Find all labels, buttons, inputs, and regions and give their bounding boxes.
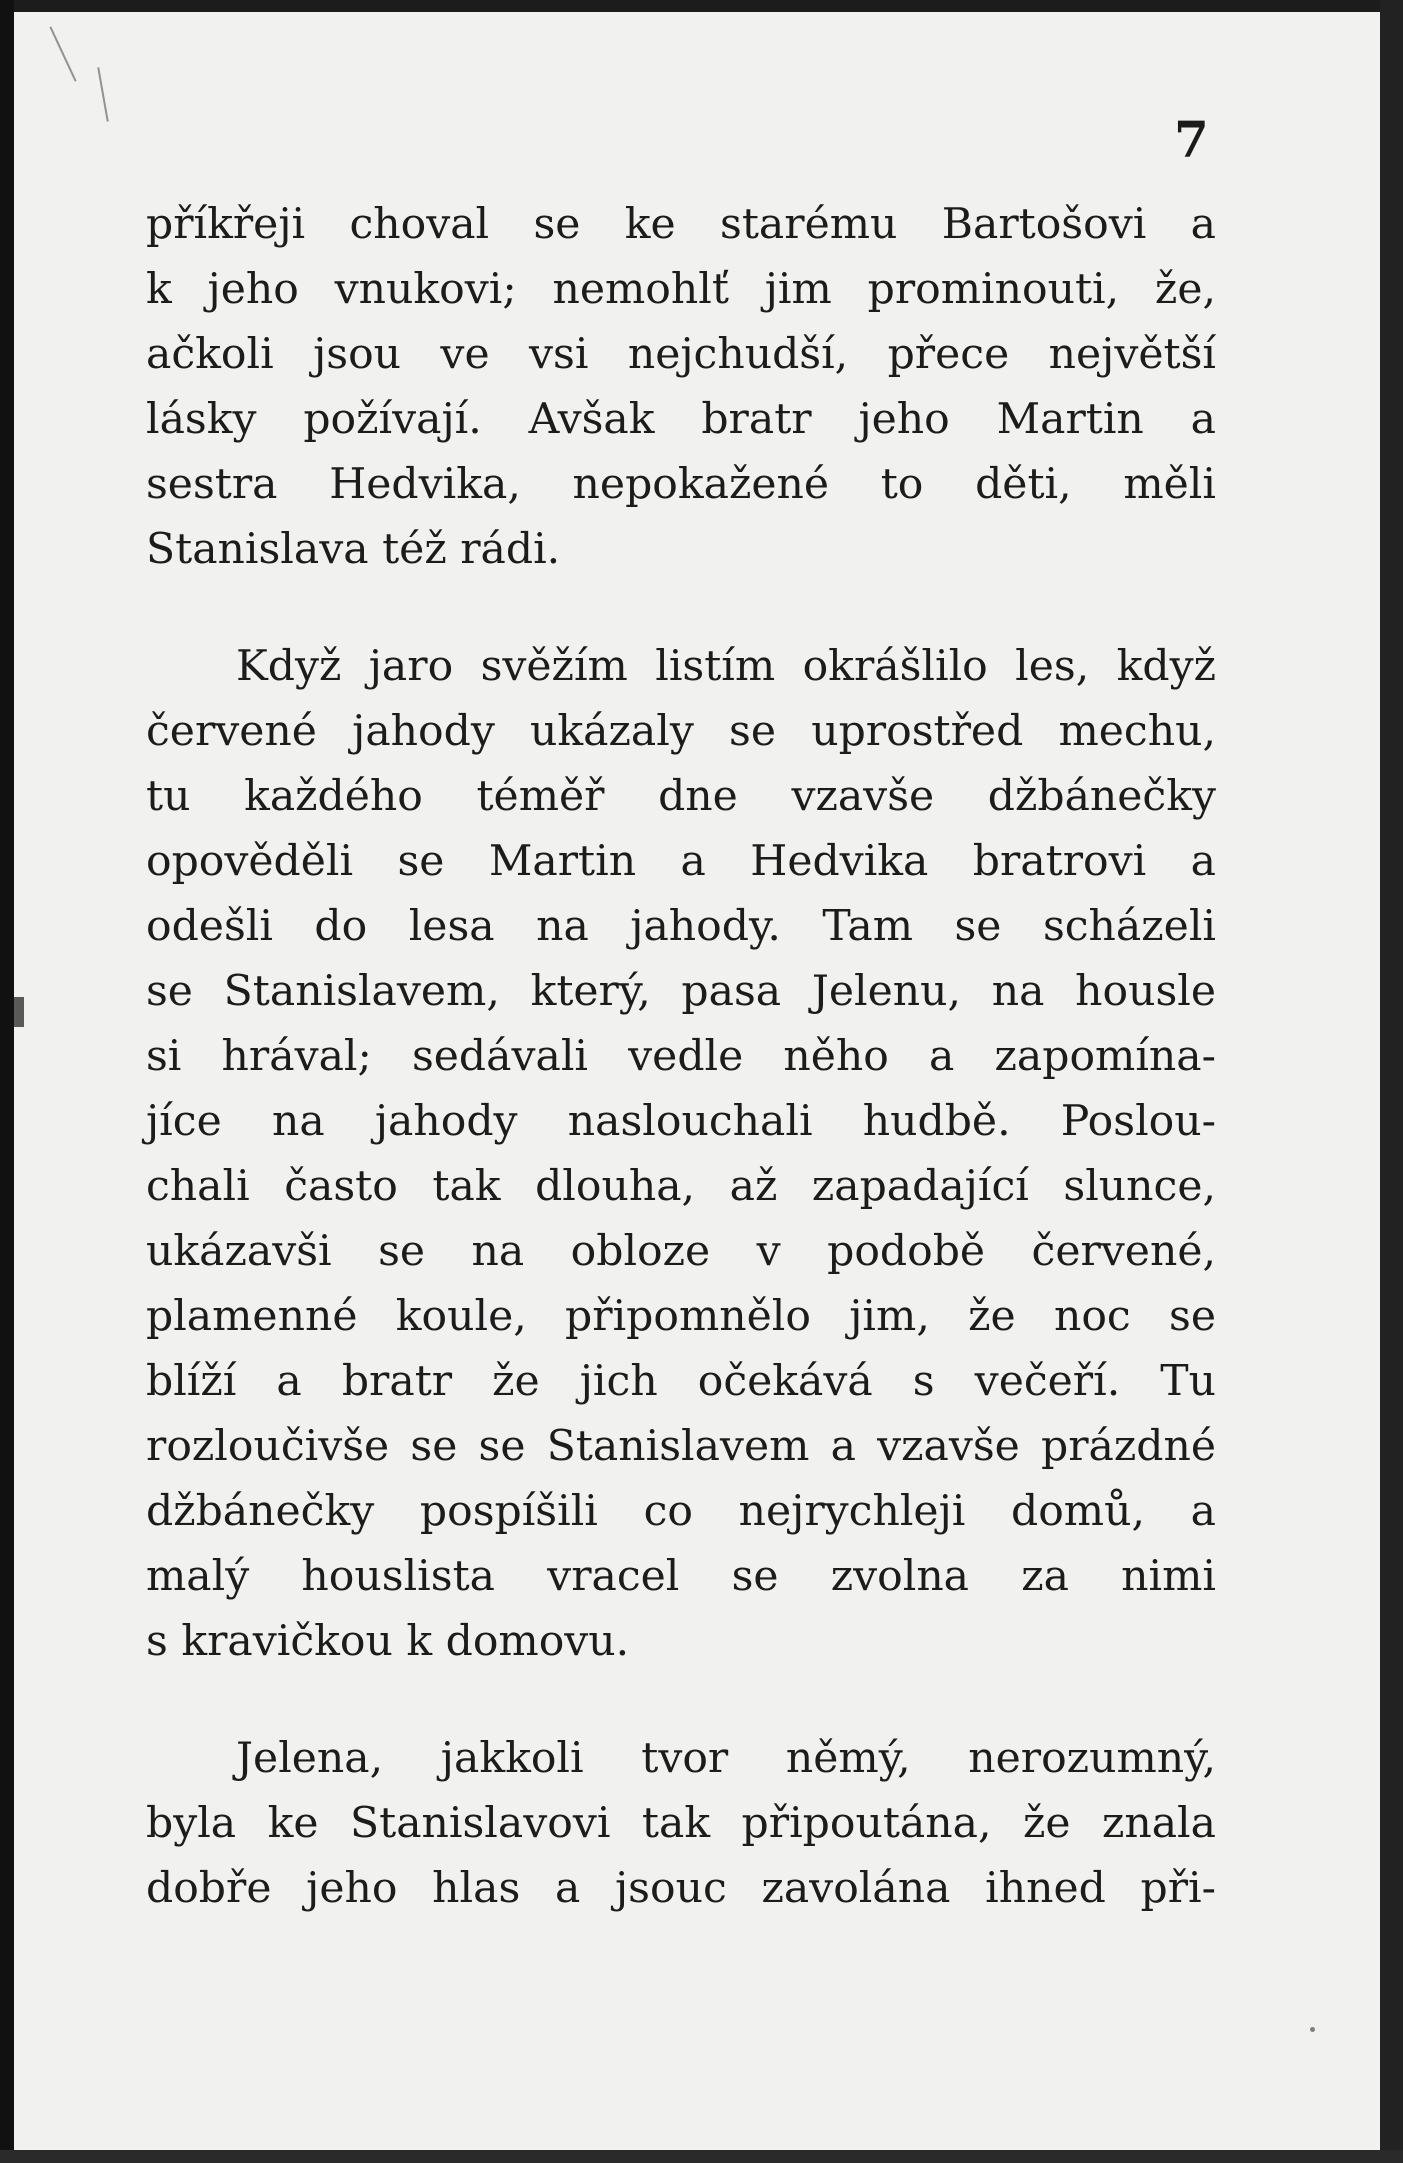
paragraph-1 — [146, 192, 1216, 582]
text-line: opověděli se Martin a Hedvika bratrovi a — [146, 837, 1216, 886]
text-line: sestra Hedvika, nepokažené to děti, měli — [146, 460, 1216, 509]
scan-speck — [49, 26, 76, 81]
text-line: dobře jeho hlas a jsouc zavolána ihned při- — [146, 1864, 1216, 1913]
text-line: červené jahody ukázaly se uprostřed mechu, — [146, 707, 1216, 756]
scan-speck — [1310, 2027, 1315, 2032]
text-line: jíce na jahody naslouchali hudbě. Poslou- — [146, 1097, 1216, 1146]
text-line: Jelena, jakkoli tvor němý, nerozumný, — [236, 1734, 1216, 1783]
paragraph-gap — [146, 582, 1216, 634]
text-line: Stanislava též rádi. — [146, 525, 561, 574]
text-line: odešli do lesa na jahody. Tam se scházeli — [146, 902, 1216, 951]
page-number: 7 — [1174, 110, 1209, 169]
text-line: blíží a bratr že jich očekává s večeří. Tu — [146, 1357, 1216, 1406]
paragraph-2 — [146, 634, 1216, 1674]
text-line: ačkoli jsou ve vsi nejchudší, přece největší — [146, 330, 1216, 379]
text-line: se Stanislavem, který, pasa Jelenu, na housle — [146, 967, 1216, 1016]
text-line: byla ke Stanislavovi tak připoutána, že znala — [146, 1799, 1216, 1848]
text-line: džbánečky pospíšili co nejrychleji domů, a — [146, 1487, 1216, 1536]
book-page — [14, 12, 1380, 2150]
text-line: Když jaro svěžím listím okrášlilo les, když — [236, 642, 1216, 691]
text-line: lásky požívají. Avšak bratr jeho Martin a — [146, 395, 1216, 444]
paragraph-gap — [146, 1674, 1216, 1726]
text-line: k jeho vnukovi; nemohlť jim prominouti, že, — [146, 265, 1216, 314]
text-line: rozloučivše se se Stanislavem a vzavše prázdné — [146, 1422, 1216, 1471]
text-line: s kravičkou k domovu. — [146, 1617, 630, 1666]
scan-edge-left — [0, 0, 14, 2163]
text-line: si hrával; sedávali vedle něho a zapomína- — [146, 1032, 1216, 1081]
scan-edge-right — [1380, 0, 1403, 2163]
text-line: chali často tak dlouha, až zapadající slunce, — [146, 1162, 1216, 1211]
text-line: tu každého téměř dne vzavše džbánečky — [146, 772, 1216, 821]
text-line: příkřeji choval se ke starému Bartošovi a — [146, 200, 1216, 249]
scan-speck — [97, 67, 109, 122]
scan-edge-top — [0, 0, 1403, 12]
scan-speck — [14, 997, 24, 1027]
text-line: ukázavši se na obloze v podobě červené, — [146, 1227, 1216, 1276]
body-text — [146, 192, 1216, 1921]
paragraph-3 — [146, 1726, 1216, 1921]
text-line: plamenné koule, připomnělo jim, že noc se — [146, 1292, 1216, 1341]
scan-edge-bottom — [0, 2150, 1403, 2163]
text-line: malý houslista vracel se zvolna za nimi — [146, 1552, 1216, 1601]
